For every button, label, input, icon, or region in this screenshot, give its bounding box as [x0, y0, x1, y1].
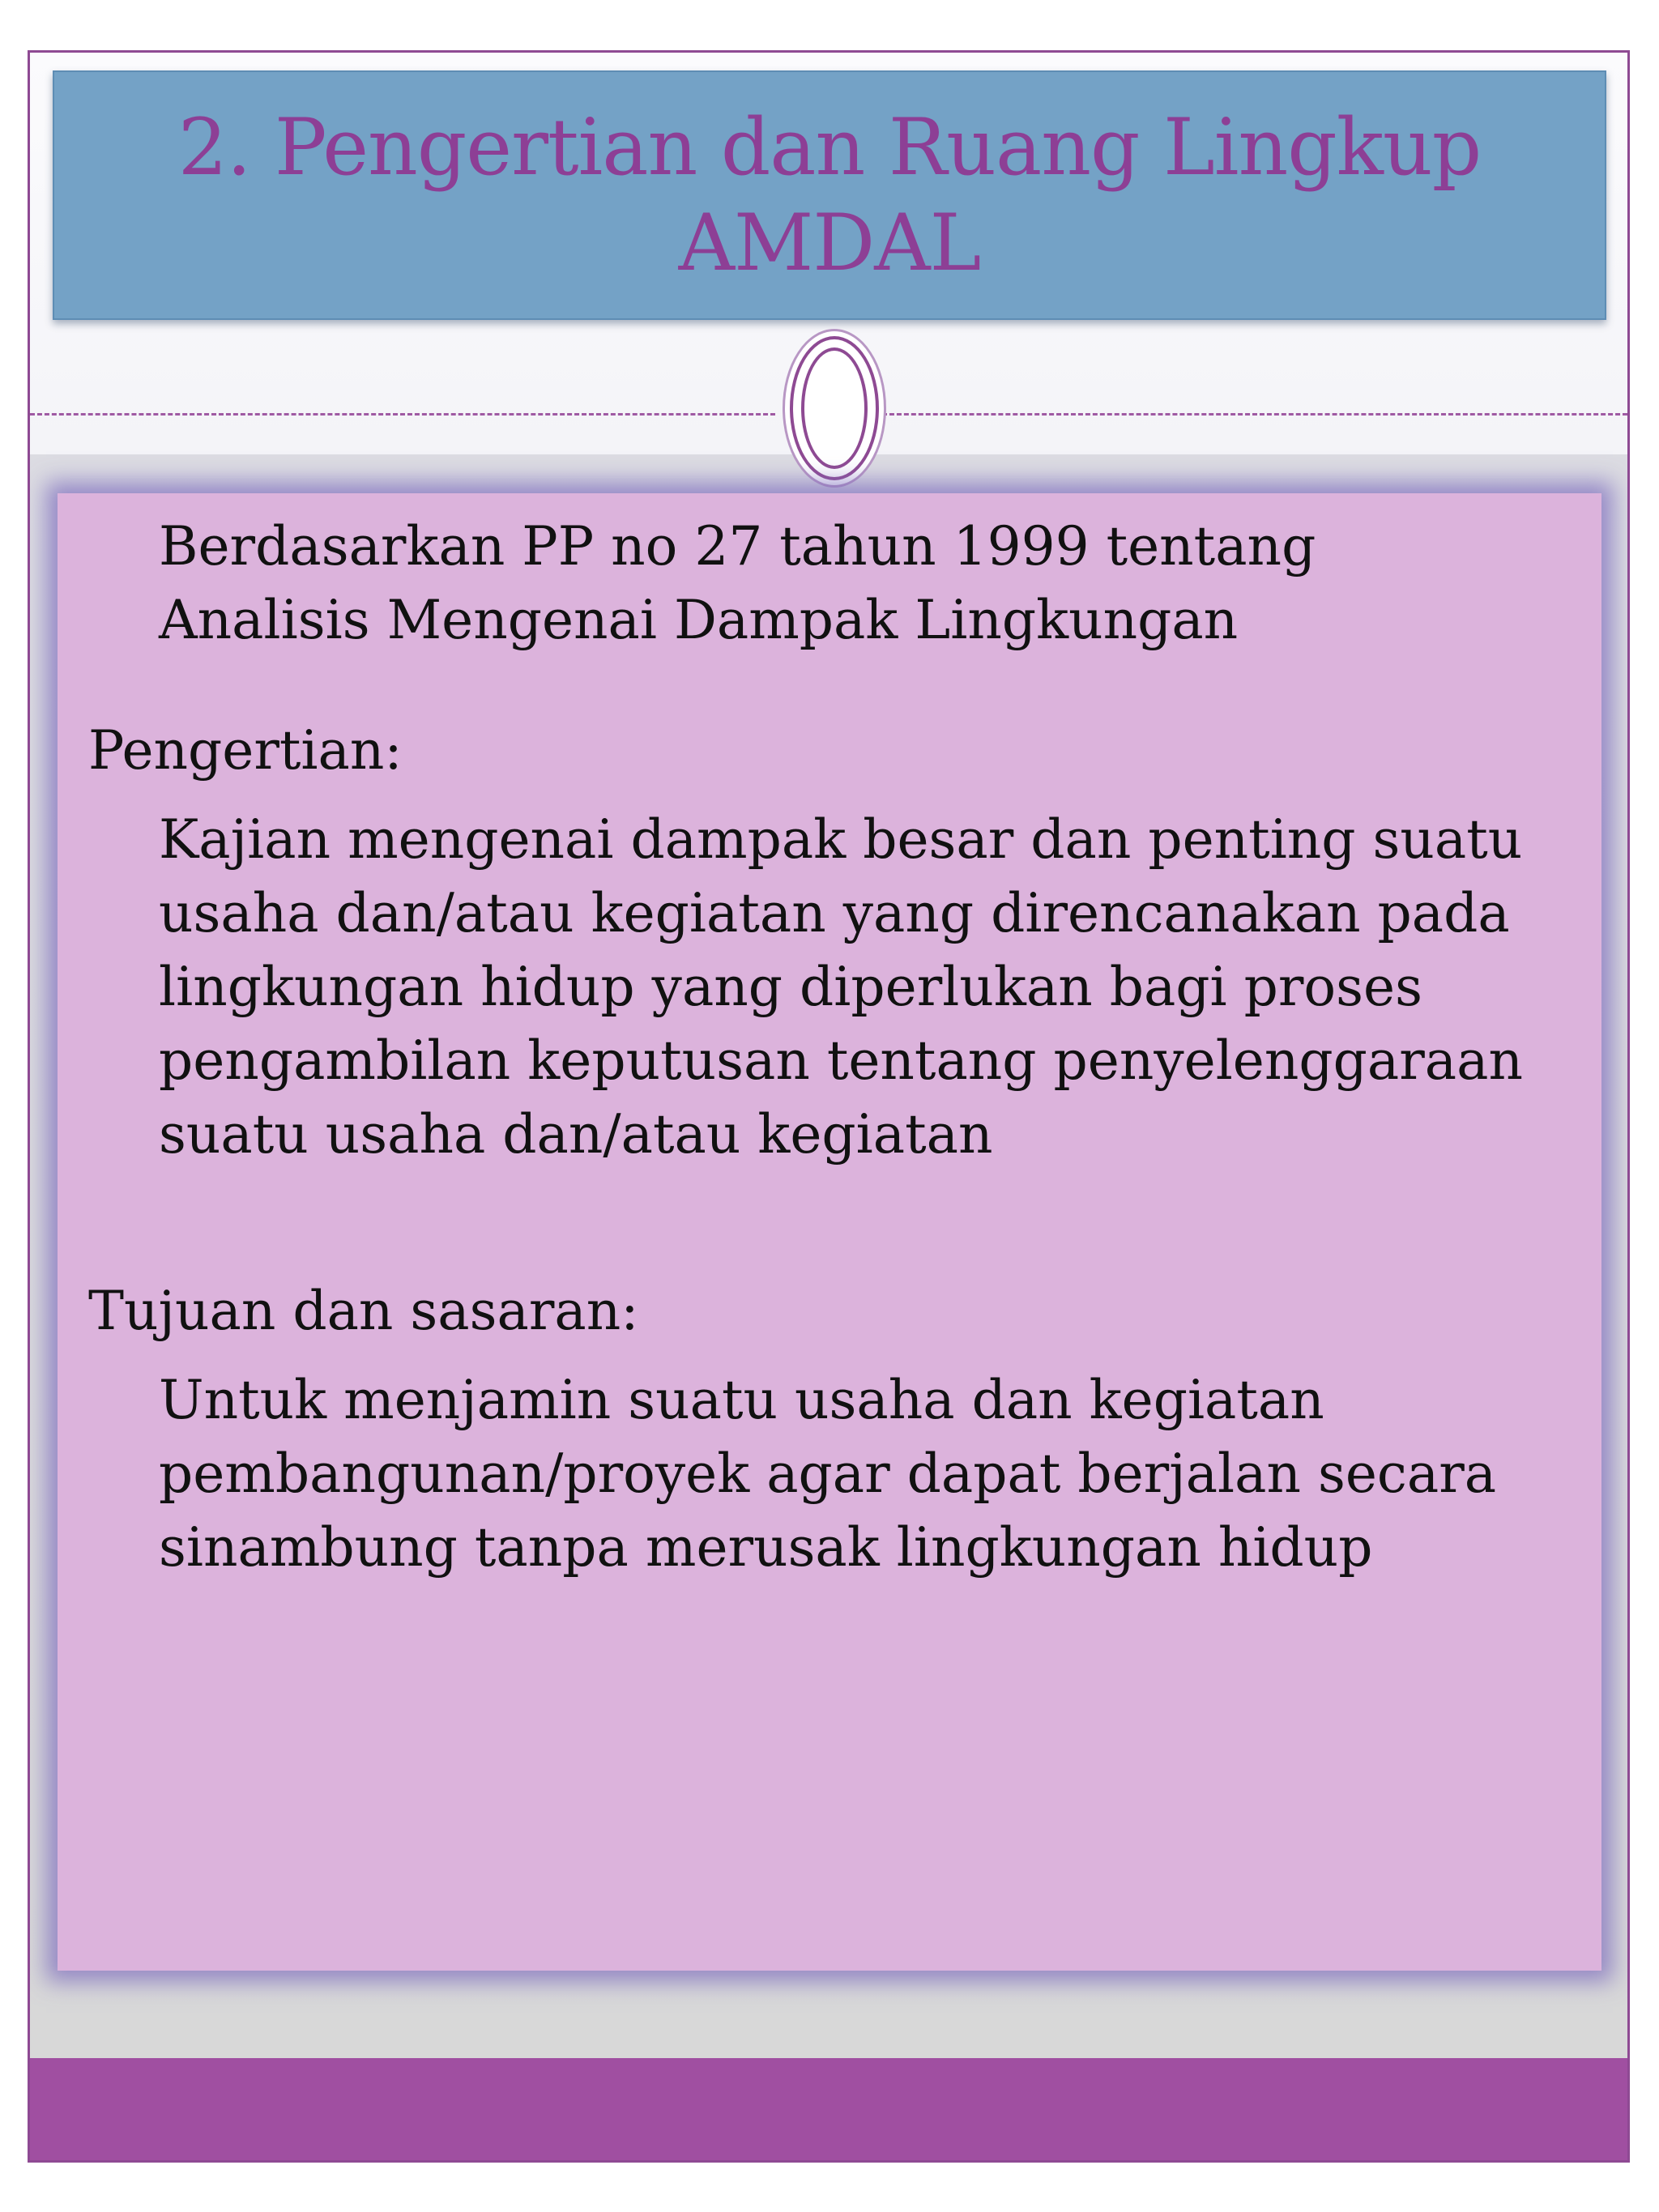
intro-paragraph: Berdasarkan PP no 27 tahun 1999 tentang Analisis Mengenai Dampak Lingkungan	[159, 515, 1316, 651]
definition-paragraph: Kajian mengenai dampak besar dan penting suatu usaha dan/atau kegiatan yang direncanakan pada lingkungan hidup yang diperlukan bagi proses pengambilan keputusan tentang penyelenggaraan suatu usaha dan/atau kegiatan	[159, 808, 1523, 1166]
slide-title-line1: 2. Pengertian dan Ruang Lingkup	[177, 102, 1482, 193]
objective-heading: Tujuan dan sasaran:	[88, 1280, 639, 1342]
oval-ornament-inner-ring	[801, 347, 868, 469]
divider-dashed-left	[30, 413, 775, 416]
definition-heading: Pengertian:	[88, 719, 403, 782]
slide-title-line2: AMDAL	[678, 198, 981, 288]
oval-ornament-icon	[790, 336, 879, 480]
slide-title	[178, 100, 1481, 291]
divider-dashed-right	[882, 413, 1627, 416]
content-box	[58, 493, 1601, 1971]
slide-footer-band	[30, 2058, 1627, 2160]
objective-paragraph: Untuk menjamin suatu usaha dan kegiatan pembangunan/proyek agar dapat berjalan secara sinambung tanpa merusak lingkungan hidup	[159, 1369, 1497, 1579]
title-box	[53, 70, 1606, 320]
slide-frame	[28, 50, 1630, 2163]
